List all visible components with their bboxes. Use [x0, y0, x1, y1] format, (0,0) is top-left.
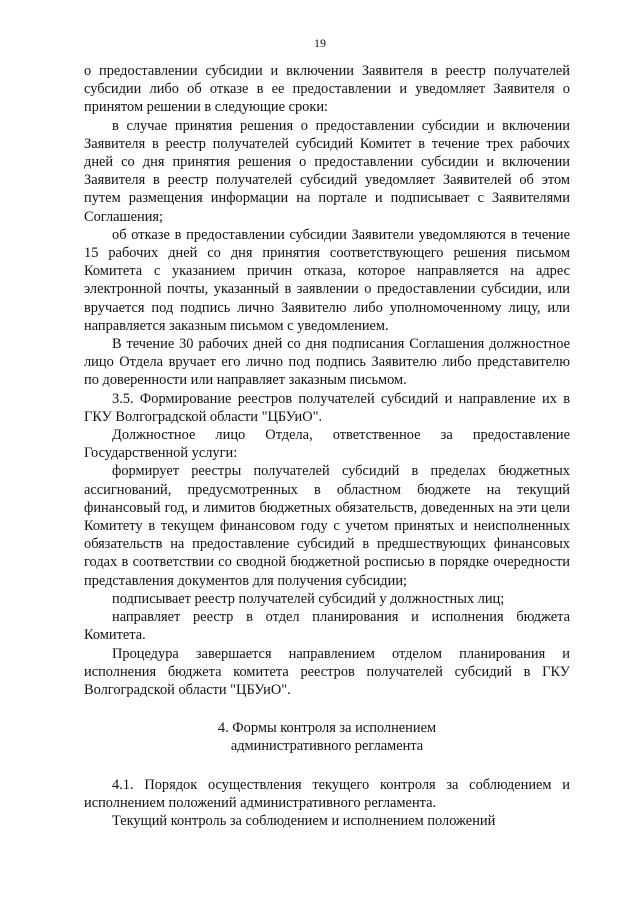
paragraph: Должностное лицо Отдела, ответственное за предоставление Государственной услуги:: [84, 427, 570, 462]
document-body: [84, 62, 570, 830]
section-heading-line-2: административного регламента: [230, 738, 424, 755]
paragraph: направляет реестр в отдел планирования и исполнения бюджета Комитета.: [84, 609, 570, 644]
paragraph: В течение 30 рабочих дней со дня подписания Соглашения должностное лицо Отдела вручает его лично под подпись Заявителю либо представителю по доверенности или направляет заказным письмом.: [84, 336, 570, 389]
paragraph: об отказе в предоставлении субсидии Заявители уведомляются в течение 15 рабочих дней со дня принятия соответствующего решения письмом Комитета с указанием причин отказа, которое направляется на адрес электронной почты, указанный в заявлении о предоставлении субсидии, или вручается под подпись лично Заявителю либо уполномоченному лицу, или направляется заказным письмом с уведомлением.: [84, 226, 570, 334]
paragraph: 3.5. Формирование реестров получателей субсидий и направление их в ГКУ Волгоградской области "ЦБУиО".: [84, 390, 570, 425]
paragraph: Текущий контроль за соблюдением и исполнением положений: [112, 812, 496, 829]
paragraph: о предоставлении субсидии и включении Заявителя в реестр получателей субсидии либо об отказе в ее предоставлении и уведомляет Заявителя о принятом решении в следующие сроки:: [84, 63, 570, 116]
paragraph: Процедура завершается направлением отделом планирования и исполнения бюджета комитета реестров получателей субсидий в ГКУ Волгоградской области "ЦБУиО".: [84, 645, 570, 698]
page-number: 19: [314, 36, 326, 50]
paragraph: подписывает реестр получателей субсидий у должностных лиц;: [112, 590, 505, 607]
section-heading-line-1: 4. Формы контроля за исполнением: [217, 720, 437, 737]
paragraph: формирует реестры получателей субсидий в пределах бюджетных ассигнований, предусмотренных в областном бюджете на текущий финансовый год, и лимитов бюджетных обязательств, доведенных на эти цели Комитету в текущем финансовом году с учетом принятых и неисполненных обязательств на предоставление субсидий в предшествующих финансовых годах в соответствии со сводной бюджетной росписью в порядке очередности представления документов для получения субсидии;: [84, 463, 570, 589]
paragraph: 4.1. Порядок осуществления текущего контроля за соблюдением и исполнением положений административного регламента.: [84, 776, 570, 811]
paragraph: в случае принятия решения о предоставлении субсидии и включении Заявителя в реестр получателей субсидий Комитет в течение трех рабочих дней со дня принятия решения о предоставлении субсидии и включении Заявителя в реестр получателей субсидий уведомляет Заявителей об этом путем размещения информации на портале и подписывает с Заявителями Соглашения;: [84, 117, 570, 225]
